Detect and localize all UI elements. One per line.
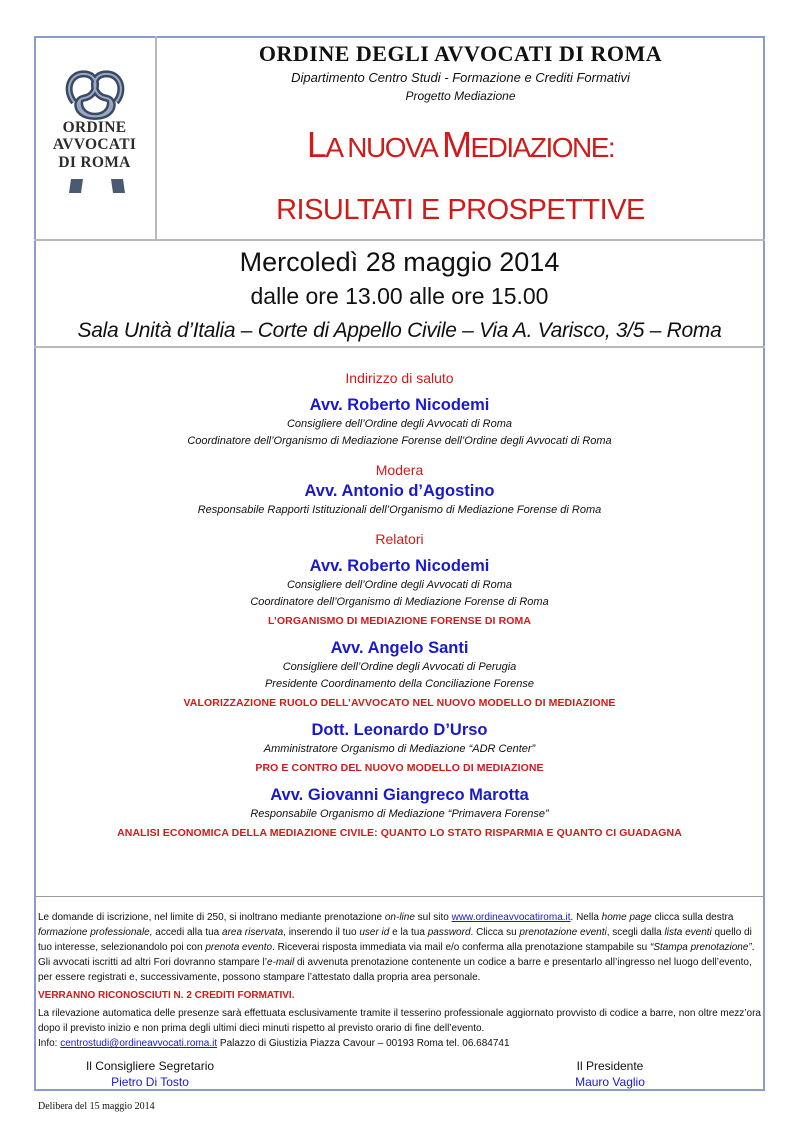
department: Dipartimento Centro Studi - Formazione e Crediti Formativi bbox=[291, 70, 630, 85]
logo-text-line: DI ROMA bbox=[58, 154, 131, 171]
speaker-role: Consigliere dell’Ordine degli Avvocati di Roma bbox=[286, 418, 512, 430]
program bbox=[34, 368, 765, 843]
speaker-name: Avv. Antonio d’Agostino bbox=[304, 482, 495, 500]
signature-role: Il Presidente bbox=[576, 1059, 644, 1073]
registration-info bbox=[38, 910, 762, 1051]
event-location: Sala Unità d’Italia – Corte di Appello Civile – Via A. Varisco, 3/5 – Roma bbox=[77, 319, 722, 342]
contact-email-link[interactable]: centrostudi@ordineavvocati.roma.it bbox=[60, 1038, 218, 1049]
signature-role: Il Consigliere Segretario bbox=[85, 1059, 215, 1073]
greeting-label: Indirizzo di saluto bbox=[345, 370, 454, 386]
credits-notice: VERRANNO RICONOSCIUTI N. 2 CREDITI FORMATIVI. bbox=[38, 990, 295, 1001]
title-initial: L bbox=[306, 124, 326, 165]
signature-president bbox=[540, 1058, 680, 1090]
title-part: A NUOVA bbox=[325, 132, 442, 163]
title-part: EDIAZIONE: bbox=[470, 132, 615, 163]
speaker-role: Amministratore Organismo di Mediazione “ADR Center” bbox=[263, 743, 536, 755]
talk-topic: L’ORGANISMO DI MEDIAZIONE FORENSE DI ROMA bbox=[267, 615, 532, 627]
talk-topic: ANALISI ECONOMICA DELLA MEDIAZIONE CIVILE: QUANTO LO STATO RISPARMIA E QUANTO CI GUADAGNA bbox=[117, 827, 682, 839]
event-details bbox=[34, 241, 765, 348]
speaker-role: Consigliere dell’Ordine degli Avvocati di Roma bbox=[286, 579, 512, 591]
speaker-name: Avv. Roberto Nicodemi bbox=[309, 396, 490, 414]
registration-paragraph: Le domande di iscrizione, nel limite di 250, si inoltrano mediante prenotazione on-line sul sito www.ordineavvocatiroma.it. Nella home page clicca sulla destra formazione professionale, accedi alla tua area riservata, inserendo il tuo user id e la tua password. Clicca su prenotazione eventi, scegli dalla lista eventi quello di tuo interesse, selezionandolo poi con prenota evento. Riceverai risposta immediata via mail e/o conferma alla prenotazione stampabile su “Stampa prenotazione”. Gli avvocati iscritti ad altri Fori dovranno stampare l’e-mail di avvenuta prenotazione contenente un codice a barre e presentarlo all’ingresso nel luogo dell’evento, per essere registrati e, successivamente, possono stampare l’attestato dalla propria area personale. bbox=[38, 912, 755, 983]
divider bbox=[34, 896, 765, 897]
delibera-note: Delibera del 15 maggio 2014 bbox=[38, 1101, 155, 1112]
speaker-name: Dott. Leonardo D’Urso bbox=[311, 721, 488, 739]
speaker-name: Avv. Roberto Nicodemi bbox=[309, 557, 490, 575]
attendance-paragraph: La rilevazione automatica delle presenze sarà effettuata esclusivamente tramite il tesserino professionale aggiornato provvisto di codice a barre, non oltre mezz’ora dopo il previsto inizio e non prima degli ultimi dieci minuti rispetto al previsto orario di fine dell’evento. bbox=[38, 1008, 761, 1034]
logo-text-line: AVVOCATI bbox=[52, 136, 137, 153]
org-title: ORDINE DEGLI AVVOCATI DI ROMA bbox=[258, 41, 663, 66]
speaker-role: Consigliere dell’Ordine degli Avvocati di Perugia bbox=[282, 661, 517, 673]
website-link[interactable]: www.ordineavvocatiroma.it bbox=[451, 912, 571, 923]
speaker-name: Avv. Giovanni Giangreco Marotta bbox=[270, 786, 529, 804]
speaker-role: Responsabile Rapporti Istituzionali dell’Organismo di Mediazione Forense di Roma bbox=[197, 504, 602, 516]
signature-name: Mauro Vaglio bbox=[575, 1075, 645, 1089]
speaker-role: Presidente Coordinamento della Conciliazione Forense bbox=[264, 678, 535, 690]
title-initial: M bbox=[441, 124, 471, 165]
logo-text-line: ORDINE bbox=[62, 119, 127, 136]
moderator-label: Modera bbox=[375, 462, 424, 478]
speakers-label: Relatori bbox=[375, 531, 424, 547]
signature-name: Pietro Di Tosto bbox=[111, 1075, 189, 1089]
event-title bbox=[158, 124, 763, 166]
speaker-role: Responsabile Organismo di Mediazione “Primavera Forense” bbox=[250, 808, 549, 820]
speaker-name: Avv. Angelo Santi bbox=[330, 639, 469, 657]
talk-topic: PRO E CONTRO DEL NUOVO MODELLO DI MEDIAZIONE bbox=[255, 762, 544, 774]
project: Progetto Mediazione bbox=[405, 89, 516, 103]
speaker-role: Coordinatore dell’Organismo di Mediazione Forense di Roma bbox=[250, 596, 549, 608]
event-date: Mercoledì 28 maggio 2014 bbox=[239, 247, 560, 277]
talk-topic: VALORIZZAZIONE RUOLO DELL’AVVOCATO NEL NUOVO MODELLO DI MEDIAZIONE bbox=[183, 697, 616, 709]
signature-secretary bbox=[60, 1058, 240, 1090]
speaker-role: Coordinatore dell’Organismo di Mediazione Forense dell’Ordine degli Avvocati di Roma bbox=[187, 435, 612, 447]
event-subtitle: RISULTATI E PROSPETTIVE bbox=[276, 194, 645, 226]
contact-line: Info: centrostudi@ordineavvocati.roma.it Palazzo di Giustizia Piazza Cavour – 00193 Roma tel. 06.684741 bbox=[38, 1038, 510, 1049]
header bbox=[34, 36, 765, 241]
logo bbox=[34, 36, 157, 239]
event-time: dalle ore 13.00 alle ore 15.00 bbox=[250, 283, 549, 309]
shields-icon bbox=[67, 178, 127, 194]
